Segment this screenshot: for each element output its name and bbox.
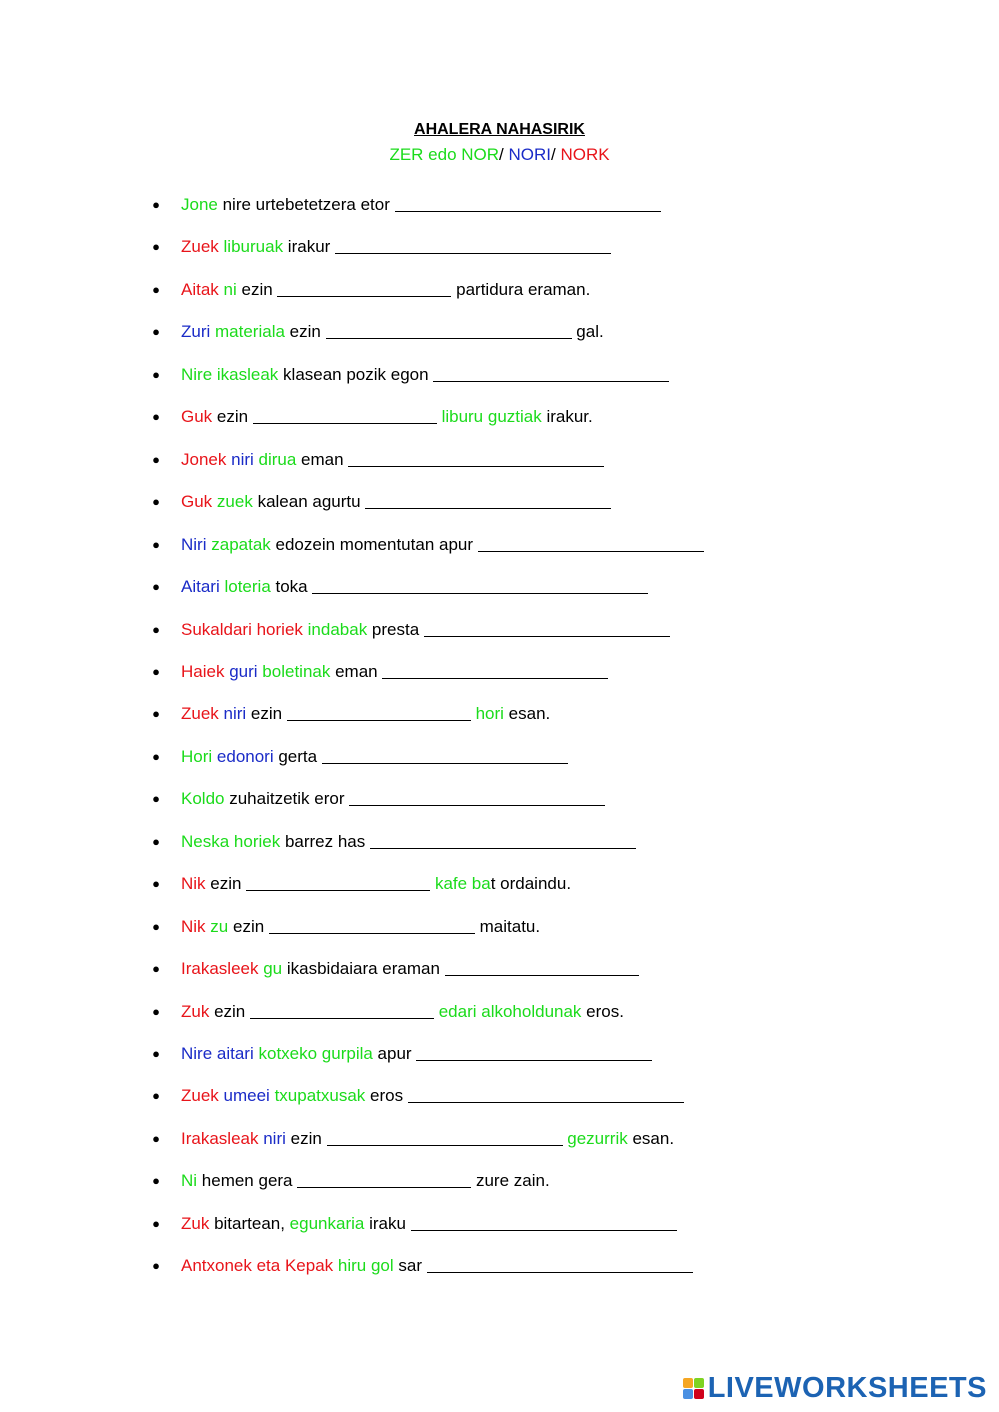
bullet-icon: ●: [152, 324, 160, 340]
item-text: loteria: [224, 577, 271, 597]
item-text: Zuek: [181, 704, 219, 724]
bullet-icon: ●: [152, 791, 160, 807]
answer-blank[interactable]: [411, 1214, 677, 1231]
item-text: Aitak: [181, 279, 219, 299]
item-text: Hori: [181, 746, 213, 766]
worksheet-title: AHALERA NAHASIRIK: [414, 121, 585, 138]
item-text: eros: [365, 1086, 408, 1106]
item-text: dirua: [258, 449, 297, 469]
bullet-icon: ●: [152, 706, 160, 722]
answer-blank[interactable]: [424, 620, 670, 637]
answer-blank[interactable]: [250, 1002, 434, 1019]
item-text: Niri: [181, 534, 207, 554]
item-text: zuhaitzetik eror: [224, 789, 350, 809]
item-text: indabak: [307, 619, 368, 639]
exercise-item: [152, 831, 636, 853]
bullet-icon: ●: [152, 451, 160, 467]
item-text: materiala: [215, 322, 285, 342]
item-text: Nire ikasleak: [181, 364, 279, 384]
answer-blank[interactable]: [427, 1256, 693, 1273]
item-text: esan.: [503, 704, 551, 724]
item-text: hiru gol: [337, 1256, 394, 1276]
subtitle-segment: /: [499, 145, 509, 164]
item-text: Zuek: [181, 1086, 219, 1106]
item-text: ni: [223, 279, 237, 299]
item-text: Irakasleek: [181, 959, 259, 979]
item-text: Nik: [181, 916, 206, 936]
item-text: eman: [330, 661, 383, 681]
exercise-item: [152, 958, 639, 980]
bullet-icon: ●: [152, 197, 160, 212]
answer-blank[interactable]: [416, 1044, 652, 1061]
item-text: iraku: [364, 1213, 411, 1233]
answer-blank[interactable]: [322, 747, 568, 764]
item-text: ezin: [284, 322, 326, 342]
item-text: Antxonek eta Kepak: [181, 1256, 334, 1276]
item-text: zu: [210, 916, 229, 936]
item-text: Zuri: [181, 322, 211, 342]
item-text: edozein momentutan apur: [270, 534, 478, 554]
item-text: umeei: [223, 1086, 270, 1106]
item-text: Jone: [181, 195, 218, 214]
bullet-icon: ●: [152, 494, 160, 510]
item-text: barrez has: [280, 831, 370, 851]
bullet-icon: ●: [152, 748, 160, 764]
exercise-item: [152, 534, 704, 556]
item-text: Neska horiek: [181, 831, 281, 851]
answer-blank[interactable]: [326, 322, 572, 339]
bullet-icon: ●: [152, 918, 160, 934]
bullet-icon: ●: [152, 1215, 160, 1231]
bullet-icon: ●: [152, 1173, 160, 1189]
item-text: liburuak: [223, 237, 284, 257]
exercise-item: [152, 194, 661, 216]
item-text: zure zain.: [471, 1171, 550, 1191]
exercise-item: [152, 703, 551, 725]
exercise-item: [152, 1043, 652, 1065]
item-text: maitatu.: [474, 916, 541, 936]
exercise-item: [152, 406, 593, 428]
bullet-icon: ●: [152, 1088, 160, 1104]
exercise-item: [152, 619, 670, 641]
item-text: gal.: [571, 322, 604, 342]
item-text: t ordaindu.: [490, 874, 572, 894]
item-text: liburu guztiak: [441, 407, 542, 427]
item-text: toka: [270, 577, 313, 597]
item-text: Zuek: [181, 237, 219, 257]
answer-blank[interactable]: [478, 535, 704, 552]
item-text: ikasbidaiara eraman: [282, 959, 445, 979]
item-text: ezin: [236, 279, 278, 299]
item-text: ezin: [209, 1001, 250, 1021]
exercise-item: [152, 576, 648, 598]
answer-blank[interactable]: [277, 280, 451, 297]
bullet-icon: ●: [152, 239, 160, 255]
bullet-icon: ●: [152, 961, 160, 977]
answer-blank[interactable]: [246, 874, 430, 891]
item-text: Aitari: [181, 577, 220, 597]
item-text: Zuk: [181, 1001, 210, 1021]
exercise-item: [152, 788, 605, 810]
answer-blank[interactable]: [382, 662, 608, 679]
item-text: ezin: [228, 916, 269, 936]
item-text: Irakasleak: [181, 1128, 259, 1148]
exercise-item: [152, 1085, 684, 1107]
exercise-item: [152, 1255, 693, 1277]
item-text: eman: [296, 449, 349, 469]
item-text: Zuk: [181, 1213, 210, 1233]
item-text: ezin: [205, 874, 247, 894]
exercise-item: [152, 1128, 675, 1150]
item-text: zapatak: [211, 534, 271, 554]
item-text: Guk: [181, 492, 213, 512]
answer-blank[interactable]: [348, 450, 604, 467]
item-text: edonori: [216, 746, 274, 766]
item-text: apur: [372, 1044, 417, 1063]
subtitle-segment: NORI: [508, 145, 551, 164]
exercise-item: [152, 746, 568, 768]
worksheet-subtitle: [0, 145, 999, 165]
bullet-icon: ●: [152, 281, 160, 297]
bullet-icon: ●: [152, 536, 160, 552]
answer-blank[interactable]: [253, 407, 437, 424]
exercise-item: [152, 364, 669, 386]
subtitle-segment: NORK: [560, 145, 610, 164]
bullet-icon: ●: [152, 1003, 160, 1019]
item-text: gerta: [273, 746, 322, 766]
bullet-icon: ●: [152, 1046, 160, 1061]
item-text: kafe ba: [434, 874, 491, 894]
item-text: hemen gera: [197, 1171, 298, 1191]
answer-blank[interactable]: [370, 832, 636, 849]
item-text: sar: [393, 1256, 427, 1276]
bullet-icon: ●: [152, 663, 160, 679]
subtitle-segment: ZER edo NOR: [389, 145, 500, 164]
item-text: Nire aitari: [181, 1044, 254, 1063]
bullet-icon: ●: [152, 366, 160, 382]
bullet-icon: ●: [152, 1258, 160, 1274]
answer-blank[interactable]: [365, 492, 611, 509]
bullet-icon: ●: [152, 579, 160, 595]
item-text: hori: [475, 704, 504, 724]
item-text: ezin: [285, 1128, 327, 1148]
answer-blank[interactable]: [395, 195, 661, 212]
item-text: ezin: [246, 704, 287, 724]
item-text: esan.: [627, 1128, 675, 1148]
subtitle-segment: /: [550, 145, 561, 164]
item-text: bitartean,: [209, 1213, 290, 1233]
answer-blank[interactable]: [445, 959, 639, 976]
exercise-item: [152, 321, 604, 343]
logo-text: LIVEWORKSHEETS: [707, 1371, 987, 1404]
item-text: presta: [367, 619, 424, 639]
exercise-item: [152, 1001, 624, 1023]
exercise-item: [152, 1213, 677, 1235]
item-text: nire urtebetetzera etor: [217, 195, 395, 214]
bullet-icon: ●: [152, 1130, 160, 1146]
answer-blank[interactable]: [312, 577, 648, 594]
item-text: ezin: [212, 407, 253, 427]
answer-blank[interactable]: [433, 365, 669, 382]
item-text: partidura eraman.: [451, 279, 591, 299]
exercise-item: [152, 236, 611, 258]
item-text: niri: [263, 1128, 286, 1148]
item-text: Koldo: [181, 789, 225, 809]
exercise-item: [152, 449, 604, 471]
item-text: Ni: [181, 1171, 198, 1191]
answer-blank[interactable]: [269, 917, 475, 934]
exercise-item: [152, 279, 591, 301]
item-text: niri: [223, 704, 247, 724]
answer-blank[interactable]: [349, 789, 605, 806]
item-text: eros.: [581, 1001, 624, 1021]
logo-icon: [683, 1378, 704, 1399]
exercise-item: [152, 491, 611, 513]
answer-blank[interactable]: [297, 1171, 471, 1188]
bullet-icon: ●: [152, 621, 160, 637]
answer-blank[interactable]: [335, 237, 611, 254]
item-text: Jonek: [181, 449, 227, 469]
item-text: guri: [229, 661, 258, 681]
exercise-item: [152, 1170, 550, 1192]
item-text: Nik: [181, 874, 206, 894]
answer-blank[interactable]: [408, 1086, 684, 1103]
item-text: edari alkoholdunak: [438, 1001, 582, 1021]
item-text: irakur.: [541, 407, 593, 427]
exercise-item: [152, 916, 541, 938]
item-text: kalean agurtu: [252, 492, 366, 512]
item-text: Sukaldari horiek: [181, 619, 303, 639]
bullet-icon: ●: [152, 409, 160, 425]
bullet-icon: ●: [152, 833, 160, 849]
item-text: boletinak: [262, 661, 331, 681]
item-text: txupatxusak: [274, 1086, 366, 1106]
answer-blank[interactable]: [327, 1129, 563, 1146]
item-text: zuek: [216, 492, 253, 512]
item-text: gezurrik: [567, 1128, 628, 1148]
answer-blank[interactable]: [287, 704, 471, 721]
exercise-item: [152, 873, 572, 895]
item-text: Guk: [181, 407, 213, 427]
item-text: kotxeko gurpila: [258, 1044, 373, 1063]
item-text: klasean pozik egon: [278, 364, 434, 384]
item-text: niri: [231, 449, 254, 469]
item-text: gu: [263, 959, 283, 979]
item-text: egunkaria: [289, 1213, 365, 1233]
item-text: irakur: [283, 237, 336, 257]
exercise-item: [152, 661, 608, 683]
liveworksheets-logo: [683, 1372, 987, 1404]
bullet-icon: ●: [152, 876, 160, 892]
item-text: Haiek: [181, 661, 225, 681]
